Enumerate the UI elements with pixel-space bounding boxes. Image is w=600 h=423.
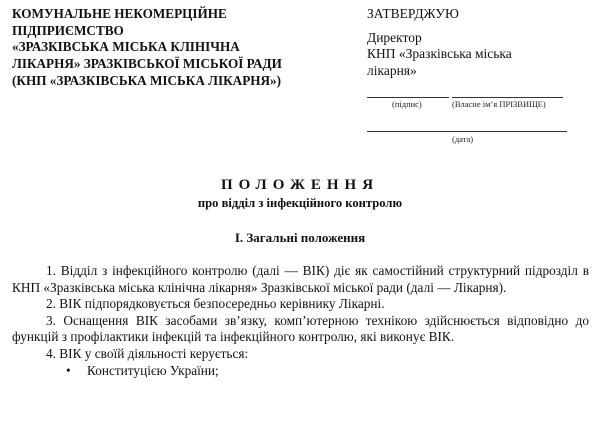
signature-line [367, 97, 449, 98]
approval-block [367, 6, 512, 80]
bullet-item: • Конституцією України; [66, 363, 589, 380]
document-body [12, 263, 589, 379]
org-line: (КНП «ЗРАЗКІВСЬКА МІСЬКА ЛІКАРНЯ») [12, 72, 282, 88]
bullet-list [12, 363, 589, 380]
org-line: ЛІКАРНЯ» ЗРАЗКІВСЬКОЇ МІСЬКОЇ РАДИ [12, 56, 282, 72]
org-line: ПІДПРИЄМСТВО [12, 22, 124, 38]
approval-header: ЗАТВЕРДЖУЮ [367, 6, 459, 21]
org-line: «ЗРАЗКІВСЬКА МІСЬКА КЛІНІЧНА [12, 39, 240, 55]
paragraph: 3. Оснащення ВІК засобами зв’язку, комп’ютерною технікою здійснюється відповідно до функцій з профілактики інфекцій та інфекційного контролю, які виконує ВІК. [12, 312, 589, 345]
organization-name-block [12, 6, 332, 90]
document-title: ПОЛОЖЕННЯ [220, 177, 380, 193]
position-line: Директор [367, 29, 422, 45]
position-line: КНП «Зразківська міська [367, 46, 512, 62]
paragraph: 4. ВІК у своїй діяльності керується: [46, 345, 249, 361]
paragraph: 2. ВІК підпорядковується безпосередньо керівнику Лікарні. [46, 296, 385, 312]
date-label: (дата) [452, 134, 474, 144]
document-subtitle: про відділ з інфекційного контролю [197, 196, 403, 210]
signature-label: (підпис) [392, 99, 422, 109]
name-label: (Власне ім’я ПРІЗВИЩЕ) [452, 99, 546, 109]
paragraph: 1. Відділ з інфекційного контролю (далі — ВІК) діє як самостійний структурний підрозділ в КНП «Зразківська міська клінічна лікарня» Зразківської міської ради (далі — Лікарня). [12, 263, 589, 295]
org-line: КОМУНАЛЬНЕ НЕКОМЕРЦІЙНЕ [12, 6, 227, 21]
date-line [367, 131, 567, 132]
section-heading: I. Загальні положення [234, 230, 366, 245]
position-line: лікарня» [367, 63, 417, 79]
name-line [452, 97, 563, 98]
